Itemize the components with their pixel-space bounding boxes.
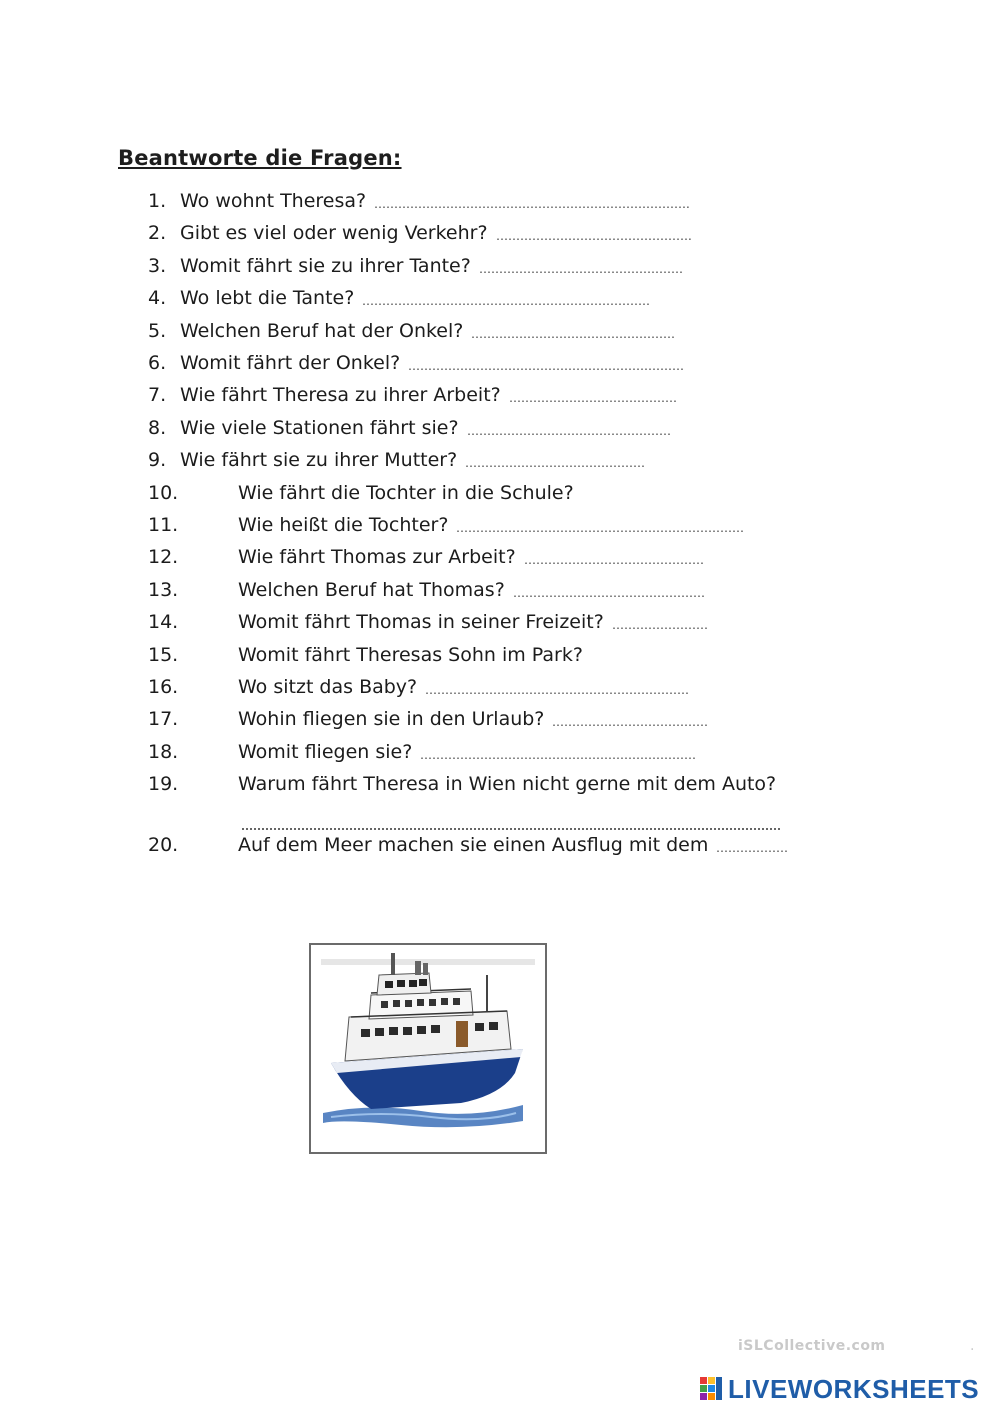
question-text: Gibt es viel oder wenig Verkehr?: [180, 222, 488, 245]
question-text: Welchen Beruf hat der Onkel?: [180, 319, 464, 342]
question-number: 12.: [148, 546, 179, 569]
answer-line[interactable]: ………………………………………: [465, 456, 645, 471]
question-text: Wo sitzt das Baby?: [238, 676, 418, 698]
question-number: 9.: [148, 449, 167, 472]
question-6: [0, 347, 1000, 379]
question-text: Wohin fliegen sie in den Urlaub?: [238, 708, 545, 731]
question-text: Wie heißt die Tochter?: [238, 514, 449, 536]
question-number: 13.: [148, 578, 179, 601]
question-2: [0, 217, 1000, 249]
question-number: 7.: [148, 384, 167, 407]
question-1: [0, 185, 1000, 217]
watermark-mark: .: [970, 1338, 975, 1354]
answer-line[interactable]: ………………………………………………………………: [362, 294, 650, 309]
question-3: [0, 250, 1000, 282]
question-text: Wo lebt die Tante?: [180, 287, 355, 310]
question-text: Womit fährt Thomas in seiner Freizeit?: [238, 611, 604, 634]
question-number: 11.: [148, 514, 179, 536]
question-11: [0, 509, 1000, 541]
question-number: 16.: [148, 676, 179, 698]
answer-line[interactable]: ……………………………………………: [479, 261, 683, 276]
liveworksheets-logo: [700, 1371, 979, 1407]
answer-line[interactable]: ……………………………………………………………: [408, 359, 684, 373]
question-number: 1.: [148, 190, 167, 212]
answer-line[interactable]: …………………………………………………………: [425, 683, 689, 697]
answer-line[interactable]: ……………………: [612, 618, 708, 633]
answer-line[interactable]: …………………………………………: [513, 585, 705, 600]
question-text: Auf dem Meer machen sie einen Ausflug mit dem: [238, 833, 709, 856]
question-number: 17.: [148, 708, 179, 731]
answer-line[interactable]: …………………………………………………………………….: [374, 197, 690, 211]
question-number: 2.: [148, 222, 167, 245]
question-text: Womit fährt der Onkel?: [180, 352, 401, 374]
question-9: [0, 444, 1000, 476]
answer-line[interactable]: ……………………………………………………………: [420, 747, 696, 762]
question-10: [0, 477, 1000, 509]
answer-line[interactable]: ……………………………………………: [467, 423, 671, 438]
question-text: Wie fährt die Tochter in die Schule?: [238, 481, 574, 504]
question-number: 15.: [148, 643, 179, 666]
question-5: [0, 315, 1000, 347]
question-text: Welchen Beruf hat Thomas?: [238, 578, 505, 601]
question-number: 3.: [148, 254, 167, 277]
question-text: Wie fährt Thomas zur Arbeit?: [238, 546, 516, 569]
question-19: [0, 768, 1000, 800]
question-16: [0, 671, 1000, 703]
question-text: Warum fährt Theresa in Wien nicht gerne mit dem Auto?: [238, 773, 777, 796]
question-number: 19.: [148, 773, 179, 796]
question-18: [0, 736, 1000, 768]
question-text: Womit fährt Theresas Sohn im Park?: [238, 643, 583, 666]
ferry-illustration: [311, 945, 545, 1152]
question-number: 6.: [148, 352, 167, 374]
answer-line[interactable]: ………………………………………: [524, 553, 704, 568]
question-number: 10.: [148, 481, 179, 504]
question-text: Wie fährt Theresa zu ihrer Arbeit?: [180, 384, 501, 407]
question-text: Womit fliegen sie?: [238, 740, 413, 763]
question-text: Wo wohnt Theresa?: [180, 190, 367, 212]
question-8: [0, 412, 1000, 444]
answer-line[interactable]: ………………: [716, 840, 788, 855]
watermark-text: iSLCollective.com: [738, 1338, 886, 1354]
ferry-image: [309, 943, 547, 1154]
question-text: Womit fährt sie zu ihrer Tante?: [180, 254, 471, 277]
question-number: 18.: [148, 740, 179, 763]
question-14: [0, 606, 1000, 638]
question-7: [0, 379, 1000, 411]
question-number: 20.: [148, 833, 179, 856]
question-20: [0, 829, 1000, 861]
answer-line[interactable]: ……………………………………: [509, 391, 677, 406]
question-15: [0, 639, 1000, 671]
question-12: [0, 541, 1000, 573]
answer-line-19[interactable]: [242, 808, 780, 830]
question-text: Wie viele Stationen fährt sie?: [180, 416, 459, 439]
liveworksheets-icon: [700, 1375, 724, 1403]
question-13: [0, 574, 1000, 606]
question-number: 4.: [148, 287, 167, 310]
answer-line[interactable]: ………………………………………………………………: [456, 521, 744, 535]
question-4: [0, 282, 1000, 314]
answer-line[interactable]: ……………………………………………: [471, 326, 675, 341]
question-text: Wie fährt sie zu ihrer Mutter?: [180, 449, 458, 472]
brand-name: LIVEWORKSHEETS: [728, 1373, 980, 1404]
answer-line[interactable]: …………………………………: [552, 715, 708, 730]
question-number: 8.: [148, 416, 167, 439]
question-17: [0, 703, 1000, 735]
question-number: 14.: [148, 611, 179, 634]
answer-line[interactable]: ………………………………………….: [496, 229, 692, 244]
page-heading: Beantworte die Fragen:: [118, 146, 402, 170]
question-number: 5.: [148, 319, 167, 342]
